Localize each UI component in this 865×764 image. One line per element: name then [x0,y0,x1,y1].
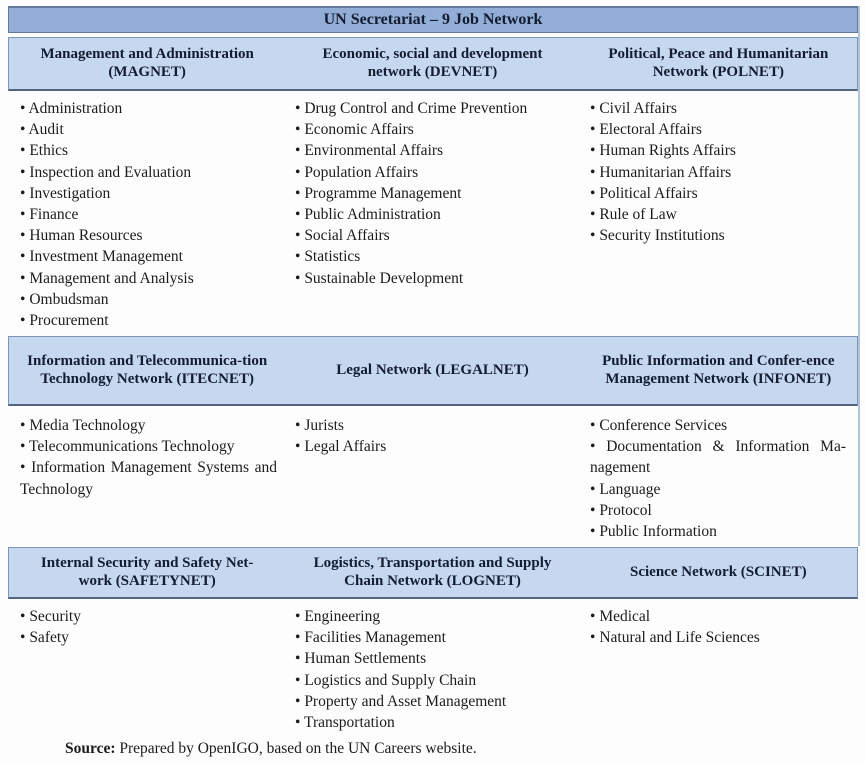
list-item [20,268,277,289]
job-family-label: Facilities Management [304,629,446,647]
list-item [295,712,566,733]
bullet-icon: • [20,163,30,181]
list-item [20,457,277,499]
job-family-label: Conference Services [599,417,728,434]
network-header-scinet [580,548,857,597]
bullet-icon: • [590,438,607,456]
list-item [590,183,846,204]
bullet-icon: • [295,206,305,224]
bullet-icon: • [590,184,600,202]
job-family-list-devnet [285,98,580,289]
source-text: Prepared by OpenIGO, based on the UN Careers website. [115,740,477,757]
job-family-list-polnet [580,98,858,246]
job-family-label: Civil Affairs [599,100,677,117]
job-family-label: Programme Management [304,184,462,202]
job-family-label: Protocol [599,501,652,519]
job-family-list-lognet [285,606,580,733]
bullet-icon: • [20,121,29,139]
network-header-label: Economic, social and development network (DEVNET) [322,46,543,80]
bullet-icon: • [590,608,600,625]
network-header-devnet [285,38,579,89]
bullet-icon: • [295,100,305,117]
job-family-label: Management and Analysis [29,269,194,287]
list-item [295,627,566,648]
bullet-icon: • [295,248,305,266]
job-family-label: Legal Affairs [304,438,387,456]
network-header-magnet [9,38,285,89]
bullet-icon: • [20,608,30,625]
table-title-band [8,6,858,33]
bullet-icon: • [590,100,600,117]
bullet-icon: • [295,608,305,625]
bullet-icon: • [590,480,600,498]
list-item [295,119,566,140]
job-family-label: Rule of Law [599,206,677,224]
bullet-icon: • [20,206,30,224]
job-family-label: Statistics [304,248,361,266]
network-header-legalnet [285,337,579,404]
bullet-icon: • [20,417,30,434]
job-family-label: Population Affairs [304,163,419,181]
job-family-list-legalnet [285,415,580,457]
list-item [20,627,277,648]
network-content-row-1 [8,91,858,336]
network-header-infonet [580,337,857,404]
job-family-label: Electoral Affairs [599,121,702,139]
network-header-row-1 [8,37,858,91]
job-family-label: Investigation [29,184,111,202]
bullet-icon: • [20,142,30,160]
network-header-itecnet [9,337,285,404]
table-title: UN Secretariat – 9 Job Network [323,11,543,28]
job-family-label: Telecommunications Technology [29,438,235,456]
bullet-icon: • [295,714,305,732]
bullet-icon: • [20,438,30,456]
job-family-list-itecnet [8,415,285,500]
job-family-list-magnet [8,98,285,331]
list-item [590,225,846,246]
network-content-row-3 [8,599,858,731]
list-item [20,140,277,161]
list-item [20,606,277,627]
bullet-icon: • [590,142,600,160]
job-family-label: Transportation [304,714,395,732]
list-item [20,436,277,457]
list-item [295,436,566,457]
list-item [590,119,846,140]
network-header-label: Internal Security and Safety Net-work (SAFETYNET) [40,555,254,589]
bullet-icon: • [295,269,305,287]
list-item [295,204,566,225]
list-item [295,225,566,246]
list-item [295,606,566,627]
bullet-icon: • [590,206,600,224]
job-family-label: Public Information [599,523,717,541]
job-family-label: Safety [29,629,69,647]
bullet-icon: • [20,100,29,117]
job-family-label: Social Affairs [304,227,390,245]
bullet-icon: • [295,650,305,668]
job-family-label: Finance [29,206,79,224]
job-family-label: Language [599,480,661,498]
list-item [295,183,566,204]
source-note [65,740,858,758]
job-family-label: Procurement [29,312,109,330]
job-family-label: Human Settlements [304,650,427,668]
job-family-label: Documentation & Information Ma-nagement [590,438,846,477]
list-item [295,648,566,669]
network-header-row-3 [8,547,858,599]
network-header-row-2 [8,336,858,406]
list-item [295,691,566,712]
job-family-label: Drug Control and Crime Prevention [304,100,528,117]
job-family-label: Ethics [29,142,69,160]
job-family-label: Security Institutions [599,227,725,245]
bullet-icon: • [590,417,600,434]
job-family-label: Environmental Affairs [304,142,444,160]
list-item [590,204,846,225]
network-header-label: Management and Administration (MAGNET) [40,46,254,80]
bullet-icon: • [590,227,600,245]
list-item [590,479,846,500]
network-header-label: Logistics, Transportation and Supply Chain Network (LOGNET) [313,555,552,589]
list-item [590,162,846,183]
job-network-table [8,6,858,758]
list-item [295,162,566,183]
list-item [590,627,846,648]
list-item [590,415,846,436]
job-family-label: Human Rights Affairs [599,142,736,160]
list-item [20,310,277,331]
bullet-icon: • [20,269,30,287]
list-item [20,415,277,436]
bullet-icon: • [590,501,600,519]
job-family-label: Humanitarian Affairs [599,163,732,181]
job-family-label: Medical [599,608,651,625]
list-item [20,204,277,225]
job-family-label: Logistics and Supply Chain [304,671,477,689]
job-family-label: Media Technology [29,417,146,434]
network-content-row-2 [8,406,858,547]
network-header-label: Political, Peace and Humanitarian Network (POLNET) [608,46,829,80]
bullet-icon: • [20,184,30,202]
bullet-icon: • [295,671,305,689]
job-family-label: Security [29,608,81,625]
job-family-label: Property and Asset Management [304,692,507,710]
list-item [295,670,566,691]
job-family-label: Natural and Life Sciences [599,629,760,647]
network-header-label: Legal Network (LEGALNET) [336,361,529,378]
bullet-icon: • [20,312,30,330]
network-header-label: Public Information and Confer-ence Management Network (INFONET) [602,353,835,387]
bullet-icon: • [20,629,30,647]
bullet-icon: • [295,227,305,245]
list-item [20,289,277,310]
job-family-label: Economic Affairs [304,121,414,139]
bullet-icon: • [590,629,600,647]
job-family-list-scinet [580,606,858,648]
list-item [590,500,846,521]
bullet-icon: • [295,142,305,160]
bullet-icon: • [590,121,600,139]
job-family-label: Public Administration [304,206,441,224]
bullet-icon: • [590,523,600,541]
bullet-icon: • [20,459,32,477]
network-header-polnet [580,38,857,89]
bullet-icon: • [295,163,305,181]
job-family-label: Human Resources [29,227,143,245]
bullet-icon: • [295,438,305,456]
list-item [295,246,566,267]
job-family-label: Engineering [304,608,381,625]
bullet-icon: • [295,184,305,202]
list-item [20,246,277,267]
job-family-label: Jurists [304,417,344,434]
bullet-icon: • [295,629,305,647]
list-item [20,162,277,183]
list-item [590,98,846,119]
job-family-label: Information Management Systems and Technology [20,459,277,498]
bullet-icon: • [20,248,30,266]
job-family-label: Ombudsman [29,290,109,308]
job-family-label: Sustainable Development [304,269,464,287]
list-item [20,98,277,119]
list-item [590,606,846,627]
network-header-safetynet [9,548,285,597]
network-header-label: Science Network (SCINET) [630,563,807,580]
network-header-label: Information and Telecommunica-tion Technology Network (ITECNET) [27,353,268,387]
list-item [295,415,566,436]
bullet-icon: • [590,163,600,181]
job-family-label: Administration [28,100,123,117]
bullet-icon: • [295,417,305,434]
list-item [590,521,846,542]
bullet-icon: • [295,121,305,139]
job-family-label: Political Affairs [599,184,698,202]
job-family-label: Inspection and Evaluation [29,163,192,181]
list-item [20,225,277,246]
network-header-lognet [285,548,579,597]
job-family-list-safetynet [8,606,285,648]
list-item [590,436,846,478]
bullet-icon: • [295,692,305,710]
list-item [20,183,277,204]
source-label: Source: [65,740,116,757]
list-item [590,140,846,161]
list-item [295,98,566,119]
table-right-border [858,6,860,546]
job-family-list-infonet [580,415,858,542]
bullet-icon: • [20,290,30,308]
list-item [20,119,277,140]
job-family-label: Audit [28,121,64,139]
list-item [295,268,566,289]
job-family-label: Investment Management [29,248,183,266]
list-item [295,140,566,161]
bullet-icon: • [20,227,30,245]
